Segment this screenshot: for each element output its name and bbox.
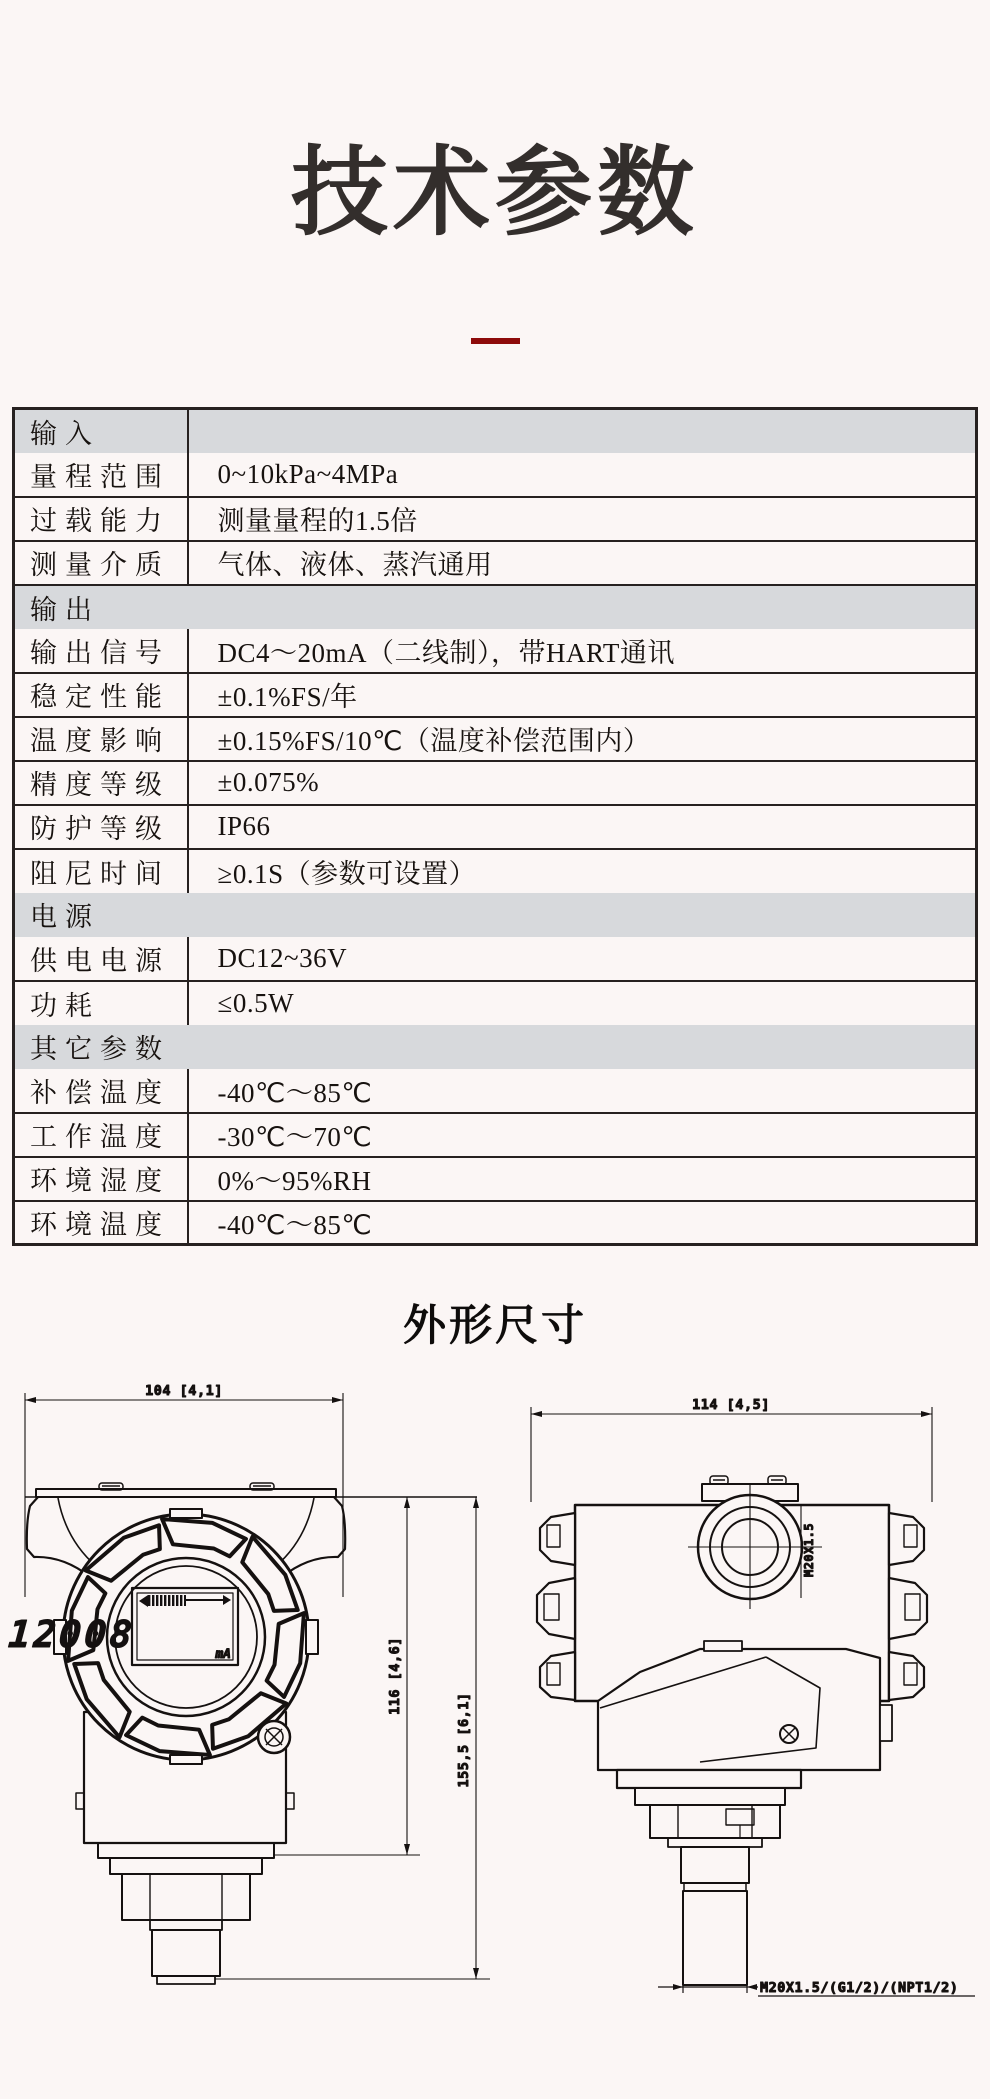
process-thread-label: M20X1.5/(G1/2)/(NPT1/2)	[760, 1980, 959, 1996]
title-accent-dash	[471, 338, 520, 344]
spec-row	[14, 1201, 977, 1245]
front-total-height-dim-label: 155,5 [6,1]	[456, 1692, 472, 1788]
spec-label-cell: 阻尼时间	[30, 858, 170, 889]
front-height-dim-label: 116 [4,6]	[387, 1637, 403, 1715]
side-left-scallops	[537, 1513, 575, 1700]
spec-row	[14, 497, 977, 541]
spec-value-cell: ±0.15%FS/10℃（温度补偿范围内）	[188, 717, 977, 761]
spec-row	[14, 629, 977, 673]
spec-row	[14, 1157, 977, 1201]
side-process-connection	[617, 1770, 801, 1985]
spec-label-cell: 环境湿度	[30, 1166, 170, 1196]
spec-label-cell: 工作温度	[30, 1122, 170, 1152]
spec-value-cell: ±0.1%FS/年	[188, 673, 977, 717]
spec-section-row	[14, 585, 977, 629]
side-hex-nut	[650, 1805, 780, 1838]
spec-label-cell: 功耗	[30, 990, 100, 1021]
lcd-unit: mA	[215, 1647, 231, 1662]
spec-label-cell: 供电电源	[30, 945, 170, 976]
spec-row	[14, 717, 977, 761]
spec-section-label: 输入	[14, 409, 188, 453]
spec-label-cell: 环境温度	[30, 1209, 170, 1240]
dimension-drawings	[0, 1360, 990, 2099]
hex-nut	[122, 1874, 250, 1920]
lcd-value: 12008	[7, 1613, 137, 1656]
front-view-drawing	[7, 1383, 490, 1984]
spec-value-cell: 气体、液体、蒸汽通用	[188, 541, 977, 585]
spec-row	[14, 453, 977, 497]
spec-value-cell: -40℃～85℃	[188, 1201, 977, 1245]
spec-table	[12, 407, 978, 1246]
spec-label-cell: 防护等级	[30, 814, 170, 844]
front-width-dim-label: 104 [4,1]	[145, 1383, 223, 1399]
spec-value-cell: ±0.075%	[188, 761, 977, 805]
spec-section-row	[14, 893, 977, 937]
spec-value-cell: 测量量程的1.5倍	[188, 497, 977, 541]
side-right-scallops	[889, 1513, 927, 1700]
spec-row	[14, 541, 977, 585]
spec-label-cell: 精度等级	[30, 770, 170, 800]
spec-value-cell: -30℃～70℃	[188, 1113, 977, 1157]
spec-label-cell: 温度影响	[30, 726, 170, 756]
spec-section-row	[14, 409, 977, 453]
spec-value-cell: IP66	[188, 805, 977, 849]
conduit-thread-label: M20X1.5	[802, 1522, 816, 1578]
spec-value-cell: ≥0.1S（参数可设置）	[188, 849, 977, 893]
spec-section-row	[14, 1025, 977, 1069]
page-title: 技术参数	[291, 138, 699, 247]
spec-row	[14, 981, 977, 1025]
spec-section-label: 电源	[30, 902, 100, 932]
spec-label-cell: 量程范围	[30, 461, 170, 492]
top-mounting-bar	[25, 1483, 477, 1497]
spec-section-label: 其它参数	[30, 1034, 170, 1064]
spec-label-cell: 补偿温度	[30, 1077, 170, 1108]
spec-value-cell: ≤0.5W	[188, 981, 977, 1025]
spec-row	[14, 1069, 977, 1113]
spec-value-cell: 0~10kPa~4MPa	[188, 453, 977, 497]
spec-row	[14, 761, 977, 805]
spec-label-cell: 过载能力	[30, 506, 170, 536]
bezel-screw	[258, 1721, 290, 1753]
spec-row	[14, 937, 977, 981]
spec-section-spacer	[188, 409, 977, 453]
spec-label-cell: 稳定性能	[30, 682, 170, 712]
side-width-dim-label: 114 [4,5]	[692, 1397, 770, 1413]
spec-value-cell: DC4～20mA（二线制），带HART通讯	[188, 629, 977, 673]
spec-value-cell: -40℃～85℃	[188, 1069, 977, 1113]
spec-row	[14, 805, 977, 849]
spec-row	[14, 849, 977, 893]
spec-table-body	[14, 409, 977, 1245]
spec-label-cell: 测量介质	[30, 550, 170, 580]
spec-value-cell: DC12~36V	[188, 937, 977, 981]
spec-value-cell: 0%～95%RH	[188, 1157, 977, 1201]
spec-section-label: 输出	[30, 594, 100, 625]
side-view-drawing	[531, 1397, 975, 1996]
spec-row	[14, 1113, 977, 1157]
dimension-drawings-svg	[0, 1360, 990, 2099]
dimensions-heading: 外形尺寸	[403, 1302, 587, 1350]
spec-row	[14, 673, 977, 717]
spec-label-cell: 输出信号	[30, 637, 170, 668]
